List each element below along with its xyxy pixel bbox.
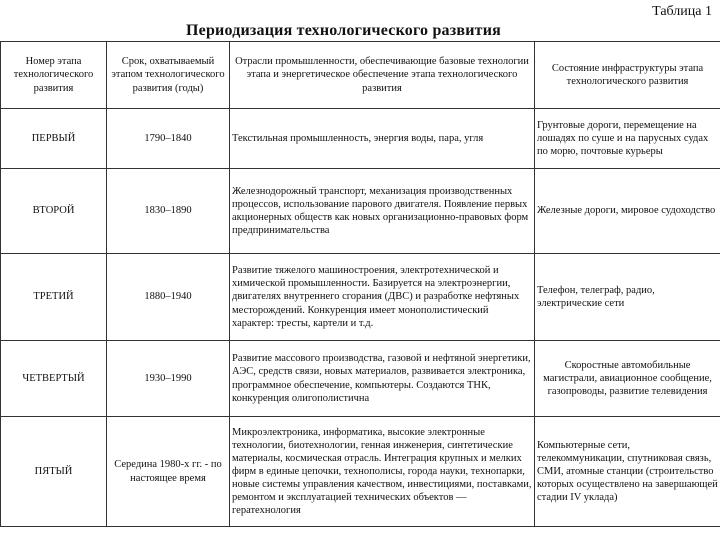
- infrastructure-cell: Железные дороги, мировое судоходство: [535, 169, 720, 254]
- stage-cell: ПЕРВЫЙ: [1, 109, 107, 169]
- header-period-years: Срок, охватываемый этапом технологического развития (годы): [107, 42, 230, 109]
- stage-cell: ЧЕТВЕРТЫЙ: [1, 341, 107, 417]
- header-stage-number: Номер этапа технологического развития: [1, 42, 107, 109]
- industries-cell: Развитие тяжелого машиностроения, электротехнической и химической промышленности. Базируется на электроэнергии, двигателях внутреннего сгорания (ДВС) и разработке нефтяных месторождений. Конкуренция имеет монополистический характер: тресты, картели и т.д.: [230, 254, 535, 341]
- years-cell: 1930–1990: [107, 341, 230, 417]
- table-row: [1, 254, 720, 341]
- industries-cell: Микроэлектроника, информатика, высокие электронные технологии, биотехнологии, генная инженерия, синтетические материалы, космическая отрасль. Интеграция крупных и мелких фирм в единые цепочки, технополисы, города науки, технопарки, новые системы управления качеством, инвестициями, поставками, ремонтом и эксплуатацией технических объектов — гератехнология: [230, 417, 535, 527]
- header-industries: Отрасли промышленности, обеспечивающие базовые технологии этапа и энергетическое обеспечение этапа технологического развития: [230, 42, 535, 109]
- table-row: [1, 169, 720, 254]
- infrastructure-cell: Скоростные автомобильные магистрали, авиационное сообщение, газопроводы, развитие телевидения: [535, 341, 720, 417]
- infrastructure-cell: Компьютерные сети, телекоммуникации, спутниковая связь, СМИ, атомные станции (строительство которых осуществлено на завершающей стадии IV уклада): [535, 417, 720, 527]
- industries-cell: Железнодорожный транспорт, механизация производственных процессов, использование парового двигателя. Появление первых акционерных обществ как новых организационно-правовых форм предпринимательства: [230, 169, 535, 254]
- years-cell: 1830–1890: [107, 169, 230, 254]
- table-header-row: [1, 42, 720, 109]
- table-caption: Таблица 1: [652, 4, 712, 19]
- industries-cell: Текстильная промышленность, энергия воды, пара, угля: [230, 109, 535, 169]
- years-cell: 1880–1940: [107, 254, 230, 341]
- years-cell: Середина 1980-х гг. - по настоящее время: [107, 417, 230, 527]
- stage-cell: ТРЕТИЙ: [1, 254, 107, 341]
- table-row: [1, 341, 720, 417]
- infrastructure-cell: Телефон, телеграф, радио, электрические сети: [535, 254, 720, 341]
- stage-cell: ВТОРОЙ: [1, 169, 107, 254]
- header-infrastructure: Состояние инфраструктуры этапа технологического развития: [535, 42, 720, 109]
- infrastructure-cell: Грунтовые дороги, перемещение на лошадях по суше и на парусных судах по морю, почтовые курьеры: [535, 109, 720, 169]
- table-row: [1, 417, 720, 527]
- stage-cell: ПЯТЫЙ: [1, 417, 107, 527]
- periodization-table: [0, 41, 720, 527]
- industries-cell: Развитие массового производства, газовой и нефтяной энергетики, АЭС, средств связи, новых материалов, развивается электроника, программное обеспечение, компьютеры. Создаются ТНК, конкуренция олигополистична: [230, 341, 535, 417]
- table-row: [1, 109, 720, 169]
- table-title: Периодизация технологического развития: [186, 22, 501, 39]
- years-cell: 1790–1840: [107, 109, 230, 169]
